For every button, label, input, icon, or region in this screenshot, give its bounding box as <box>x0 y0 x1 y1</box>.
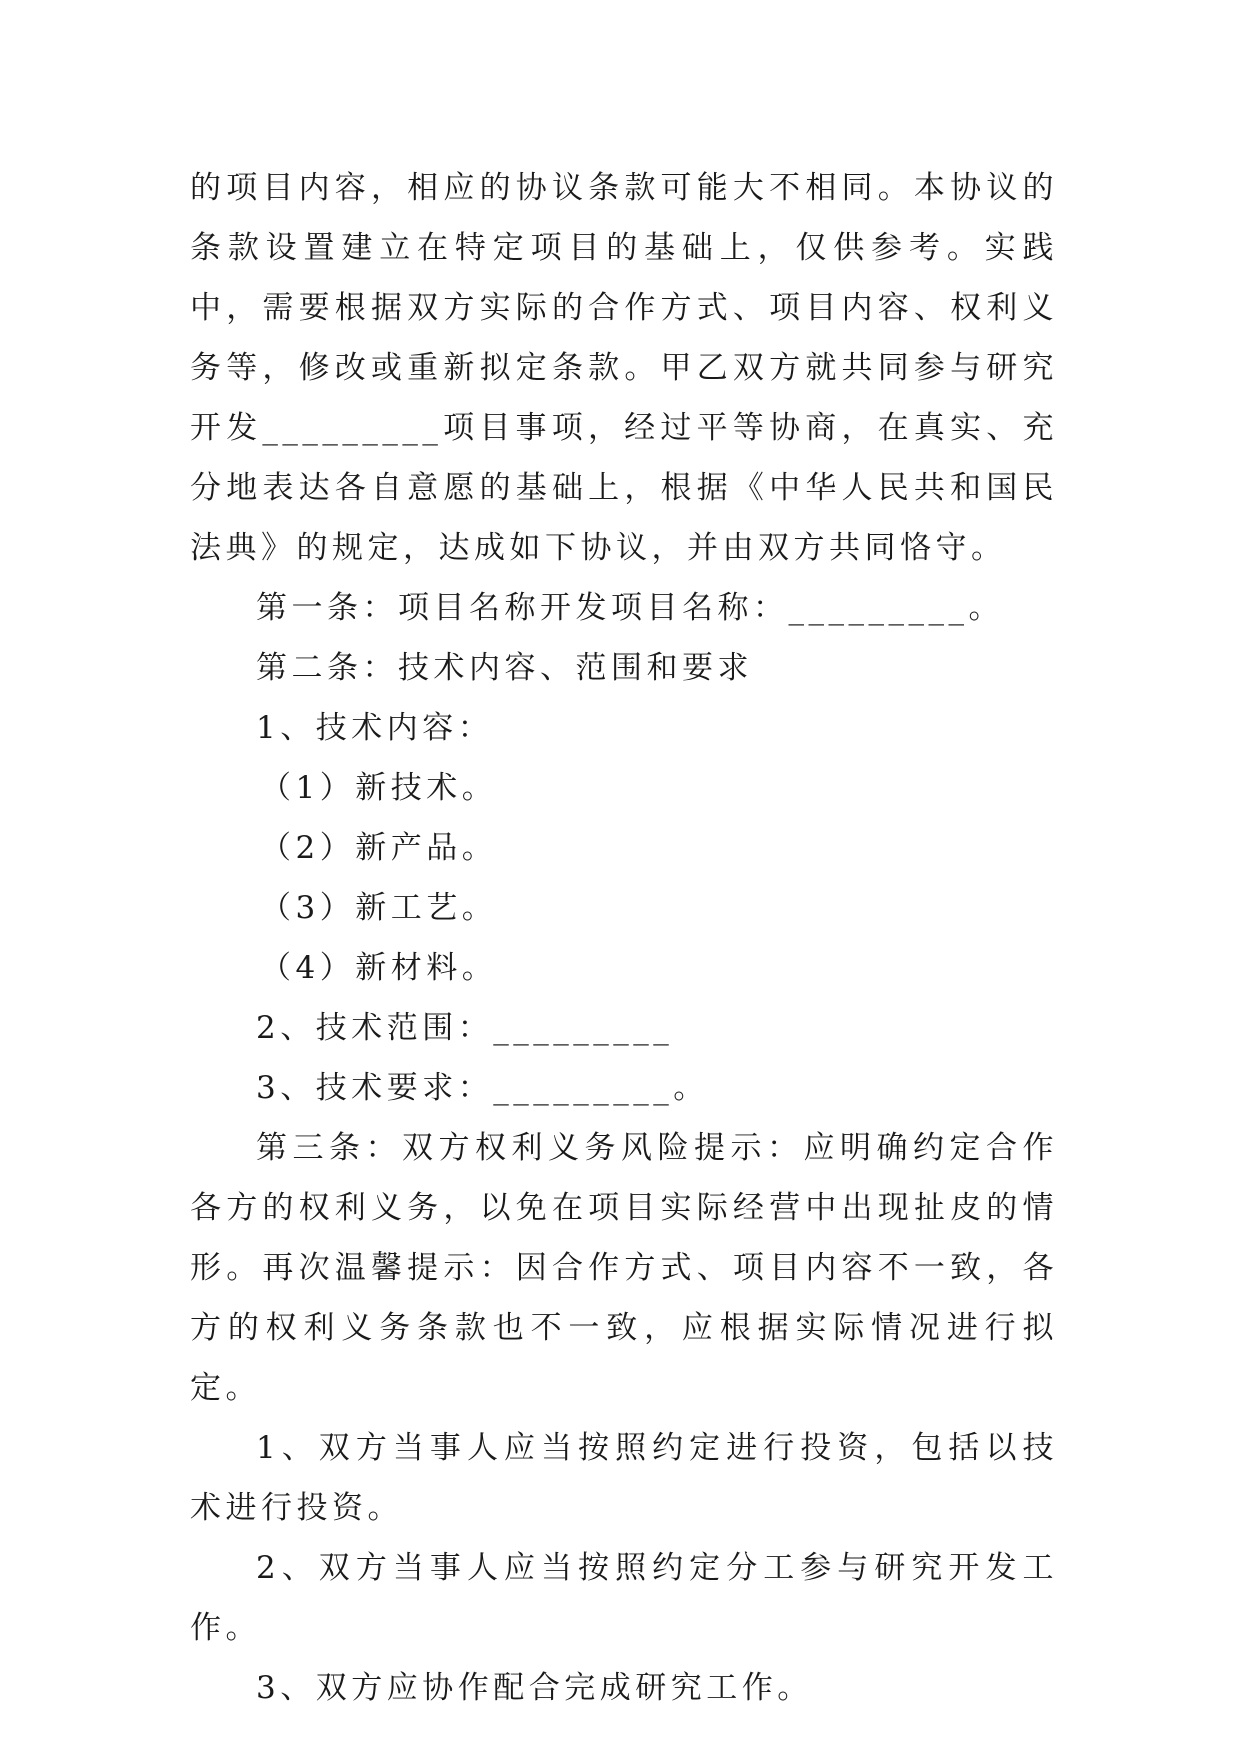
article-3-paragraph: 第三条：双方权利义务风险提示：应明确约定合作各方的权利义务，以免在项目实际经营中出现扯皮的情形。再次温馨提示：因合作方式、项目内容不一致，各方的权利义务条款也不一致，应根据实际情况进行拟定。 <box>190 1130 1058 1406</box>
tech-content-item-2: （2）新产品。 <box>260 830 498 866</box>
article-1-project-name: 第一条：项目名称开发项目名称：_________。 <box>256 590 1004 626</box>
intro-paragraph: 的项目内容，相应的协议条款可能大不相同。本协议的条款设置建立在特定项目的基础上，仅供参考。实践中，需要根据双方实际的合作方式、项目内容、权利义务等，修改或重新拟定条款。甲乙双方就共同参与研究开发_________项目事项，经过平等协商，在真实、充分地表达各自意愿的基础上，根据《中华人民共和国民法典》的规定，达成如下协议，并由双方共同恪守。 <box>190 170 1058 566</box>
obligation-item-2: 2、双方当事人应当按照约定分工参与研究开发工作。 <box>190 1550 1058 1646</box>
document-body <box>190 158 1058 1718</box>
tech-content-item-1: （1）新技术。 <box>260 770 498 806</box>
obligation-item-1: 1、双方当事人应当按照约定进行投资，包括以技术进行投资。 <box>190 1430 1058 1526</box>
article-2-heading: 第二条：技术内容、范围和要求 <box>256 650 753 686</box>
tech-requirements: 3、技术要求：_________。 <box>256 1070 709 1106</box>
obligation-item-3: 3、双方应协作配合完成研究工作。 <box>256 1670 813 1706</box>
tech-content-item-3: （3）新工艺。 <box>260 890 498 926</box>
tech-content-item-4: （4）新材料。 <box>260 950 498 986</box>
tech-scope: 2、技术范围：_________ <box>256 1010 674 1046</box>
tech-content-heading: 1、技术内容： <box>256 710 494 746</box>
